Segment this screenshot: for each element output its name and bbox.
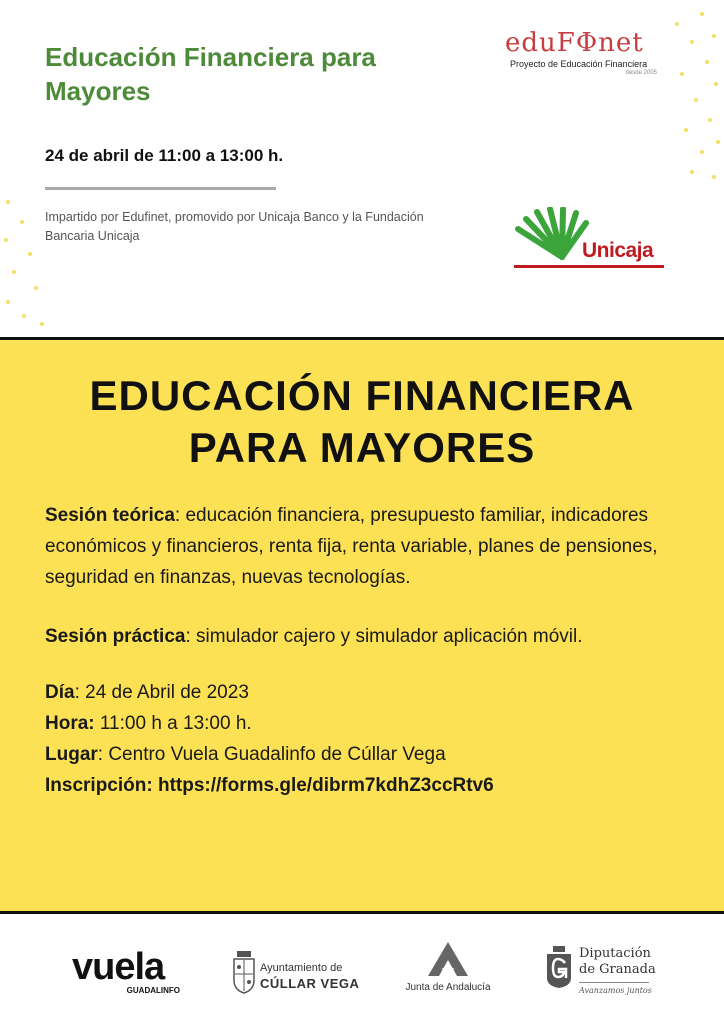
practice-session bbox=[45, 621, 705, 652]
header-title: Educación Financiera para Mayores bbox=[45, 42, 376, 106]
theory-text: : educación financiera, presupuesto familiar, indicadores económicos y financieros, renta fija, renta variable, planes de pensiones, seguridad en finanzas, nuevas tecnologías. bbox=[45, 505, 658, 588]
diputacion-granada-logo bbox=[544, 944, 664, 1004]
panel-title bbox=[0, 370, 724, 474]
place-label: Lugar bbox=[45, 744, 98, 765]
practice-label: Sesión práctica bbox=[45, 626, 186, 647]
unicaja-logo bbox=[510, 207, 668, 269]
unicaja-logo-underline bbox=[514, 265, 664, 268]
detail-signup bbox=[45, 770, 705, 801]
vuela-guadalinfo-logo bbox=[72, 948, 184, 998]
cullar-logo-line2: CÚLLAR VEGA bbox=[260, 976, 360, 991]
header-divider bbox=[45, 187, 276, 190]
day-value: : 24 de Abril de 2023 bbox=[74, 682, 249, 703]
diputacion-g-icon bbox=[544, 946, 574, 988]
header-date-time: 24 de abril de 11:00 a 13:00 h. bbox=[45, 146, 284, 165]
place-value: : Centro Vuela Guadalinfo de Cúllar Vega bbox=[97, 744, 446, 765]
diputacion-logo-rule bbox=[579, 982, 649, 983]
day-label: Día bbox=[45, 682, 75, 703]
vuela-logo-name: vuela bbox=[72, 946, 165, 988]
detail-day bbox=[45, 677, 705, 708]
diputacion-logo-tagline: Avanzamos juntos bbox=[579, 986, 652, 995]
unicaja-logo-name: Unicaja bbox=[582, 239, 654, 262]
cullar-logo-line1: Ayuntamiento de bbox=[260, 962, 343, 974]
event-details bbox=[45, 677, 705, 801]
theory-session bbox=[45, 500, 705, 593]
edufinet-logo-subtitle: Proyecto de Educación Financiera bbox=[510, 59, 648, 69]
cullar-shield-icon bbox=[232, 950, 256, 994]
detail-place bbox=[45, 739, 705, 770]
header-credit: Impartido por Edufinet, promovido por Unicaja Banco y la Fundación Bancaria Unicaja bbox=[45, 210, 424, 243]
panel-title-line1: EDUCACIÓN FINANCIERA bbox=[89, 372, 635, 419]
diputacion-logo-line2: de Granada bbox=[579, 962, 656, 977]
edufinet-logo-name: eduFΦnet bbox=[505, 28, 644, 58]
time-value: 11:00 h a 13:00 h. bbox=[94, 713, 252, 734]
time-label: Hora: bbox=[45, 713, 95, 734]
header-section bbox=[0, 0, 724, 337]
edufinet-logo-since: desde 2005 bbox=[625, 70, 657, 76]
footer-logos bbox=[0, 914, 724, 1024]
cullar-vega-logo bbox=[232, 950, 362, 996]
junta-logo-name: Junta de Andalucía bbox=[405, 982, 491, 993]
theory-label: Sesión teórica bbox=[45, 505, 175, 526]
edufinet-logo bbox=[505, 28, 663, 83]
unicaja-fan-icon bbox=[510, 207, 590, 263]
signup-label: Inscripción: bbox=[45, 775, 153, 796]
junta-andalucia-logo bbox=[398, 940, 498, 998]
info-panel bbox=[0, 337, 724, 914]
panel-title-line2: PARA MAYORES bbox=[188, 424, 536, 471]
detail-time bbox=[45, 708, 705, 739]
vuela-logo-subtitle: GUADALINFO bbox=[126, 986, 180, 995]
practice-text: : simulador cajero y simulador aplicación móvil. bbox=[185, 626, 583, 647]
junta-a-icon bbox=[426, 940, 470, 978]
diputacion-logo-line1: Diputación bbox=[579, 946, 651, 961]
signup-link[interactable]: https://forms.gle/dibrm7kdhZ3ccRtv6 bbox=[152, 775, 494, 796]
